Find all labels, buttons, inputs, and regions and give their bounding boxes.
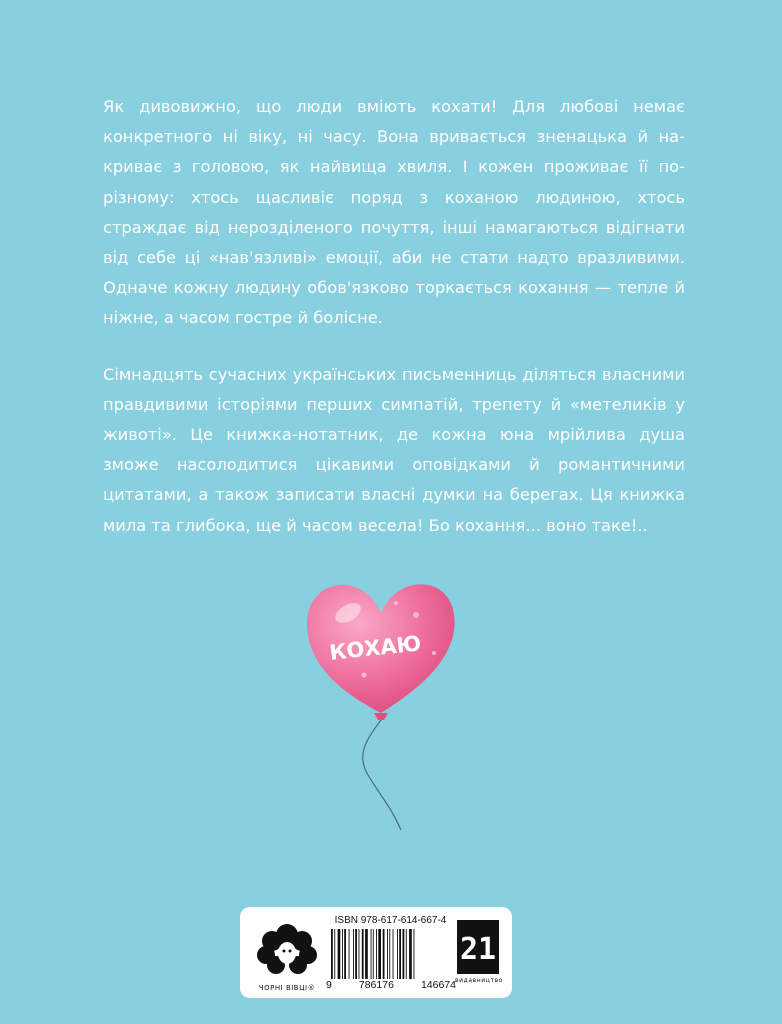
barcode-bar [399, 929, 401, 979]
barcode-bar [359, 929, 360, 979]
barcode-bar [376, 929, 377, 979]
description-paragraph-1: Як дивовижно, що люди вміють кохати! Для любові немає конкретного ні віку, ні часу. Вона вривається зненацька й накриває з головою, як найвища хвиля. І кожен проживає її по-різному: хтось щасливіє поряд з коханою людиною, хтось страждає від нерозділеного почуття, інші намагаються відігнати від себе ці «нав'язливі» емоції, аби не стати надто вразливими. Одначе кожну людину обов'язково торкається кохання — тепле й ніжне, а часом гостре й болісне. [103, 97, 685, 328]
publisher-name-left: ЧОРНІ ВІВЦІ® [258, 984, 316, 992]
barcode-bar [383, 929, 385, 979]
barcode-bar [378, 929, 381, 979]
barcode-bar [331, 929, 333, 979]
description-text [103, 92, 685, 541]
balloon-label: КОХАЮ [328, 631, 423, 665]
description-paragraph-2: Сімнадцять сучасних українських письменниць діляться власними правдивими історіями перших симпатій, трепету й «метеликів у животі». Це книжка-нотатник, де кожна юна мрійлива душа зможе насолодитися цікавими оповідками й романтичними цитатами, а також записати власні думки на берегах. Ця книжка мила та глибока, ще й часом весела! Бо кохання... воно таке!.. [103, 364, 685, 535]
barcode-bar [344, 929, 346, 979]
21-logo-icon [456, 919, 500, 975]
barcode-bar [371, 929, 372, 979]
barcode-bar [362, 929, 364, 979]
barcode-bar [389, 929, 390, 979]
barcode-bar [387, 929, 388, 979]
barcode-digits [326, 979, 456, 991]
barcode-digit-group: 146674 [420, 979, 456, 991]
barcode-panel [240, 907, 512, 998]
heart-balloon-illustration [296, 575, 466, 840]
barcode-digit-group: 9 [326, 979, 332, 991]
barcode-bar [342, 929, 343, 979]
barcode-bar [338, 929, 341, 979]
barcode [330, 929, 452, 981]
barcode-bar [334, 929, 335, 979]
barcode-bar [406, 929, 407, 979]
publisher-name-right: видавництво [454, 977, 503, 984]
barcode-bar [409, 929, 412, 979]
barcode-digit-group: 786176 [358, 979, 394, 991]
publisher-right-logo-text: 21 [459, 932, 497, 967]
barcode-bar [403, 929, 405, 979]
barcode-bar [393, 929, 394, 979]
barcode-bar [355, 929, 357, 979]
barcode-bar [349, 929, 350, 979]
barcode-bar [373, 929, 374, 979]
barcode-bar [397, 929, 398, 979]
isbn-number: ISBN 978-617-614-667-4 [334, 915, 447, 926]
barcode-bar [365, 929, 368, 979]
barcode-bar [414, 929, 415, 979]
barcode-bar [353, 929, 354, 979]
